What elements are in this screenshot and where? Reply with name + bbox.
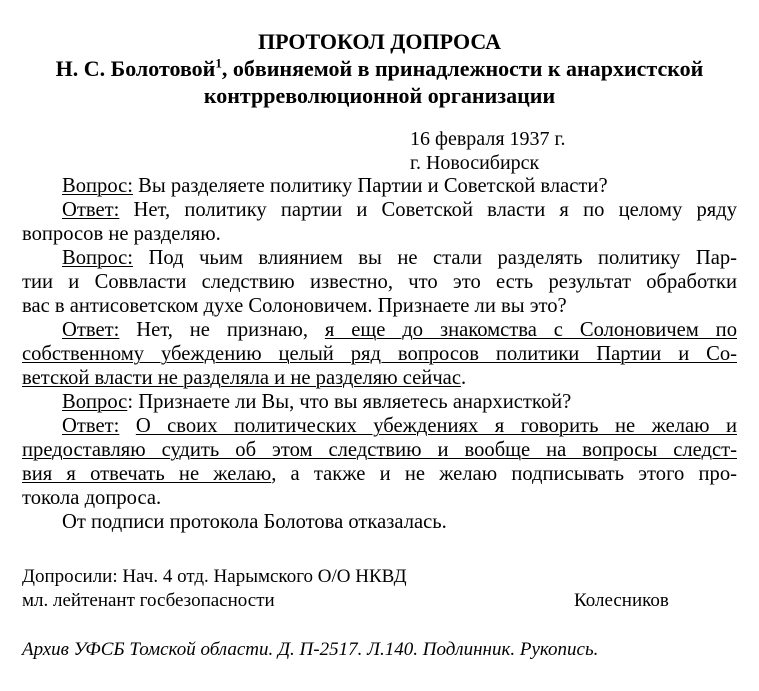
interrogator-rank: мл. лейтенант госбезопасности [22,590,275,611]
answer-3-line-2: предоставляю судить об этом следствию и вообще на вопросы следст- [22,439,737,461]
question-2-line-3: вас в антисоветском духе Солоновичем. Признаете ли вы это? [22,295,567,317]
document-subtitle-line2: контрреволюционной организации [203,83,556,108]
answer-3-line-1: Ответ: О своих политических убеждениях я говорить не желаю и [62,415,737,437]
answer-3-line-3: вия я отвечать не желаю, а также и не желаю подписывать этого про- [22,463,737,485]
answer-2-line-2: собственному убеждению целый ряд вопросов политики Партии и Со- [22,343,737,365]
question-3: Вопрос: Признаете ли Вы, что вы являетесь анархисткой? [62,391,572,413]
answer-label: Ответ: [62,319,120,341]
answer-label: Ответ: [62,415,120,437]
archive-source: Архив УФСБ Томской области. Д. П-2517. Л.140. Подлинник. Рукопись. [22,639,599,660]
question-2-line-1: Вопрос: Под чьим влиянием вы не стали разделять политику Пар- [62,247,737,269]
document-title: ПРОТОКОЛ ДОПРОСА [257,29,502,54]
answer-2-line-1: Ответ: Нет, не признаю, я еще до знакомства с Солоновичем по [62,319,737,341]
answer-3-line-4: токола допроса. [22,487,162,509]
question-label: Вопрос [62,391,128,413]
answer-1-line-2: вопросов не разделяю. [22,223,221,245]
question-label: Вопрос: [62,247,134,269]
protocol-date: 16 февраля 1937 г. [410,128,566,150]
subject-name: Н. С. Болотовой [55,56,216,81]
closing-note: От подписи протокола Болотова отказалась. [62,511,447,533]
interrogators-line: Допросили: Нач. 4 отд. Нарымского О/О НКВД [22,566,407,587]
interrogator-name: Колесников [574,590,669,611]
document-subtitle-line1 [0,55,759,83]
question-2-line-2: тии и Соввласти следствию известно, что это есть результат обработки [22,271,737,293]
answer-label: Ответ: [62,199,120,221]
protocol-place: г. Новосибирск [410,152,540,174]
question-1: Вопрос: Вы разделяете политику Партии и Советской власти? [62,175,608,197]
question-label: Вопрос: [62,175,134,197]
footnote-mark: 1 [215,55,222,71]
answer-2-line-3: ветской власти не разделяла и не разделяю сейчас. [22,367,467,389]
subject-description: , обвиняемой в принадлежности к анархистской [221,56,704,81]
answer-1-line-1: Ответ: Нет, политику партии и Советской власти я по целому ряду [62,199,737,221]
